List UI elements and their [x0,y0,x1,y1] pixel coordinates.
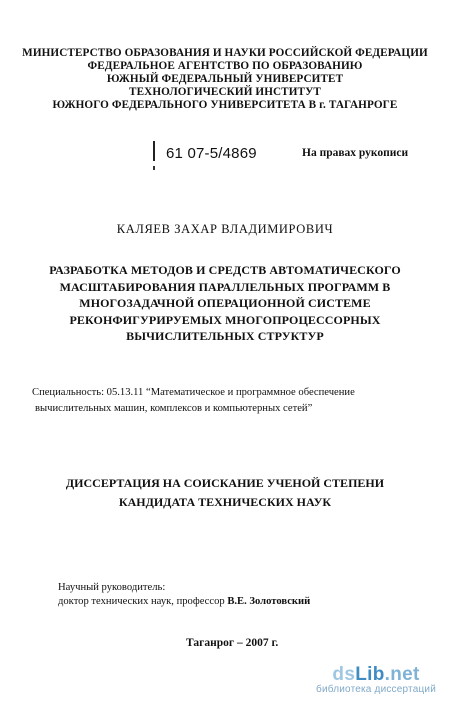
title-line: МНОГОЗАДАЧНОЙ ОПЕРАЦИОННОЙ СИСТЕМЕ [79,296,371,310]
dissertation-title [0,262,450,345]
degree-block [0,474,450,512]
institution-line: ТЕХНОЛОГИЧЕСКИЙ ИНСТИТУТ [129,86,321,98]
title-line: МАСШТАБИРОВАНИЯ ПАРАЛЛЕЛЬНЫХ ПРОГРАММ В [59,279,391,294]
institution-line: ЮЖНЫЙ ФЕДЕРАЛЬНЫЙ УНИВЕРСИТЕТ [106,73,344,85]
watermark [316,664,436,695]
title-line: ВЫЧИСЛИТЕЛЬНЫХ СТРУКТУР [126,329,324,343]
institution-block [0,47,450,112]
supervisor-block [58,581,310,609]
scan-mark [153,166,155,170]
title-line: РЕКОНФИГУРИРУЕМЫХ МНОГОПРОЦЕССОРНЫХ [69,312,381,327]
supervisor-details [58,595,310,609]
supervisor-name: В.Е. Золотовский [227,596,311,607]
registration-code: 61 07-5/4869 [166,145,257,162]
institution-line: ЮЖНОГО ФЕДЕРАЛЬНОГО УНИВЕРСИТЕТА В г. ТАГАНРОГЕ [52,99,398,111]
degree-line: КАНДИДАТА ТЕХНИЧЕСКИХ НАУК [118,495,332,509]
author-name: КАЛЯЕВ ЗАХАР ВЛАДИМИРОВИЧ [116,222,334,236]
city-year: Таганрог – 2007 г. [186,637,279,649]
supervisor-position: доктор технических наук, профессор [58,596,228,607]
scan-mark [153,141,155,161]
watermark-subtitle: библиотека диссертаций [316,684,436,695]
specialty-line: Специальность: 05.13.11 “Математическое и программное обеспечение [32,387,355,398]
institution-line: МИНИСТЕРСТВО ОБРАЗОВАНИЯ И НАУКИ РОССИЙСКОЙ ФЕДЕРАЦИИ [22,47,428,59]
specialty-block [32,385,355,417]
title-line: РАЗРАБОТКА МЕТОДОВ И СРЕДСТВ АВТОМАТИЧЕСКОГО [49,263,401,277]
rights-note: На правах рукописи [302,147,409,159]
institution-line: ФЕДЕРАЛЬНОЕ АГЕНТСТВО ПО ОБРАЗОВАНИЮ [87,60,363,72]
degree-line: ДИССЕРТАЦИЯ НА СОИСКАНИЕ УЧЕНОЙ СТЕПЕНИ [65,476,385,490]
watermark-logo: dsLib.net [332,664,420,685]
supervisor-label: Научный руководитель: [58,582,166,593]
specialty-line: вычислительных машин, комплексов и компьютерных сетей” [35,403,313,414]
